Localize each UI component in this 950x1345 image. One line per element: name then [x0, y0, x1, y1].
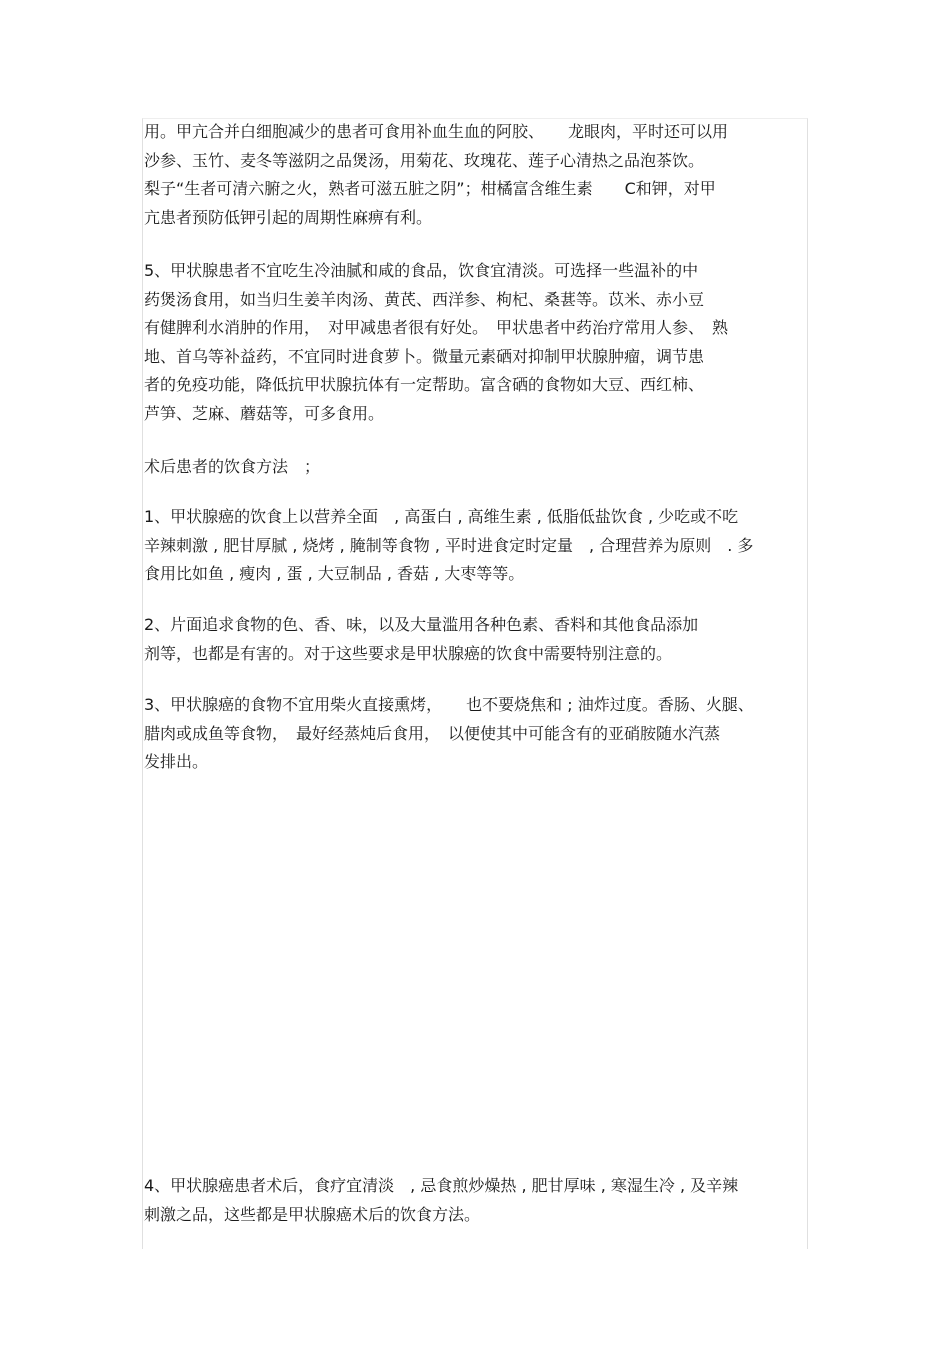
text-line: 1、甲状腺癌的饮食上以营养全面 , 高蛋白 , 高维生素 , 低脂低盐饮食 , 少吃或不吃 — [144, 507, 739, 526]
text-line: 剂等，也都是有害的。对于这些要求是甲状腺癌的饮食中需要特别注意的。 — [144, 643, 673, 663]
text-line: 亢患者预防低钾引起的周期性麻痹有利。 — [144, 207, 433, 227]
section-heading-postop-diet — [144, 453, 808, 482]
text-line: 发排出。 — [144, 752, 209, 771]
text-line: 5、甲状腺患者不宜吃生冷油腻和咸的食品，饮食宜清淡。可选择一些温补的中 — [144, 261, 699, 280]
text-line: 刺激之品，这些都是甲状腺癌术后的饮食方法。 — [144, 1204, 481, 1224]
heading-line: 术后患者的饮食方法 ； — [144, 457, 321, 476]
paragraph-hyperthyroid-diet — [144, 118, 808, 232]
text-line: 3、甲状腺癌的食物不宜用柴火直接熏烤， 也不要烧焦和 ; 油炸过度。香肠、火腿、 — [144, 695, 754, 714]
text-line: 梨子“生者可清六腑之火，熟者可滋五脏之阴”；柑橘富含维生素 C和钾，对甲 — [144, 179, 716, 198]
text-line: 药煲汤食用，如当归生姜羊肉汤、黄芪、西洋参、枸杞、桑葚等。苡米、赤小豆 — [144, 289, 705, 309]
text-line: 者的免疫功能，降低抗甲状腺抗体有一定帮助。富含硒的食物如大豆、西红柿、 — [144, 375, 705, 394]
text-line: 2、片面追求食物的色、香、味，以及大量滥用各种色素、香料和其他食品添加 — [144, 615, 699, 634]
text-line: 腊肉或成鱼等食物， 最好经蒸炖后食用， 以便使其中可能含有的亚硝胺随水汽蒸 — [144, 723, 721, 743]
text-line: 地、首乌等补益药，不宜同时进食萝卜。微量元素硒对抑制甲状腺肿瘤，调节患 — [144, 346, 705, 366]
text-line: 芦笋、芝麻、蘑菇等，可多食用。 — [144, 403, 385, 423]
paragraph-item-4 — [144, 1172, 808, 1229]
text-line: 4、甲状腺癌患者术后，食疗宜清淡 , 忌食煎炒燥热 , 肥甘厚味 , 寒湿生冷 , 及辛辣 — [144, 1176, 739, 1195]
paragraph-item-5 — [144, 257, 808, 428]
paragraph-item-1 — [144, 503, 808, 589]
paragraph-item-3 — [144, 691, 808, 777]
text-line: 辛辣刺激 , 肥甘厚腻 , 烧烤 , 腌制等食物 , 平时进食定时定量 , 合理营养为原则 . 多 — [144, 535, 754, 555]
text-line: 食用比如鱼 , 瘦肉 , 蛋 , 大豆制品 , 香菇 , 大枣等等。 — [144, 564, 525, 583]
text-line: 用。甲亢合并白细胞减少的患者可食用补血生血的阿胶、 龙眼肉，平时还可以用 — [144, 122, 729, 141]
text-line: 沙参、玉竹、麦冬等滋阴之品煲汤，用菊花、玫瑰花、莲子心清热之品泡茶饮。 — [144, 150, 705, 170]
paragraph-item-2 — [144, 611, 808, 668]
text-line: 有健脾利水消肿的作用， 对甲减患者很有好处。 甲状患者中药治疗常用人参、 熟 — [144, 318, 729, 337]
